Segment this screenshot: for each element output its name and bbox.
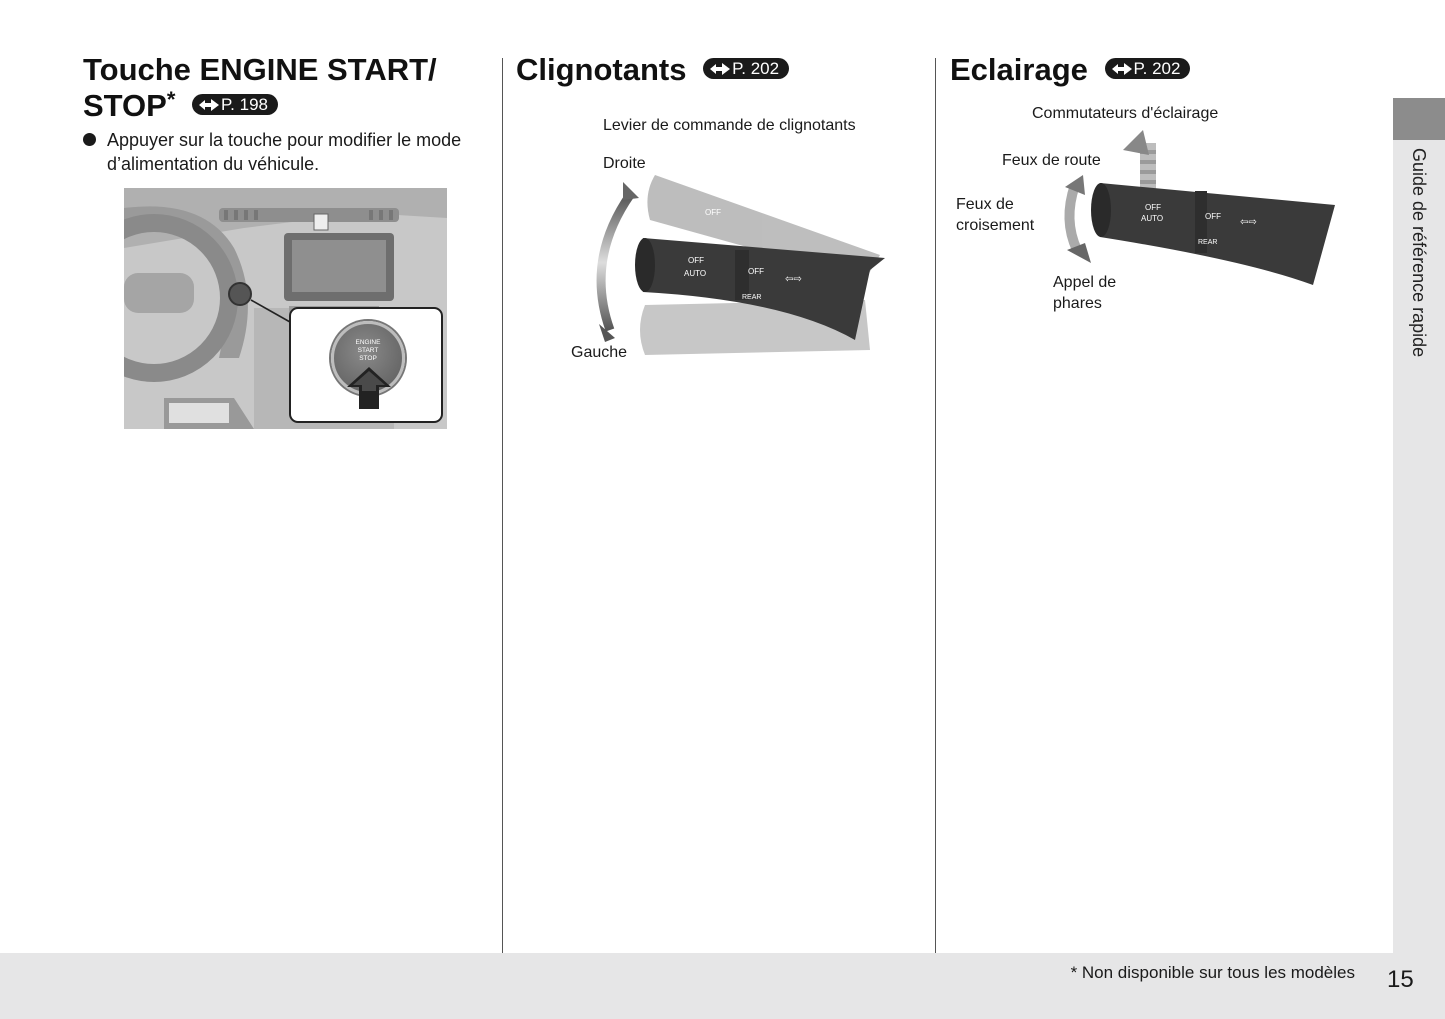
lever-off2-text: OFF <box>748 267 764 276</box>
flash-label-line2: phares <box>1053 295 1102 312</box>
flash-label-line1: Appel de <box>1053 274 1117 291</box>
turn-signal-lever-diagram <box>585 170 895 370</box>
turn-right-label: Droite <box>603 155 646 172</box>
page-ref-arrow-icon <box>1111 62 1133 76</box>
lighting-stalk <box>1091 183 1335 285</box>
lever-off-text: OFF <box>688 256 704 265</box>
engine-title-line1: Touche ENGINE START/ <box>83 52 437 87</box>
button-label-start: START <box>357 347 379 354</box>
page-number: 15 <box>1387 966 1414 993</box>
lighting-page-ref-text: P. 202 <box>1133 59 1181 79</box>
start-button-callout <box>289 307 443 423</box>
sidebar-tab-marker <box>1393 98 1445 140</box>
stalk-rear-text: REAR <box>1198 239 1218 246</box>
turn-left-label: Gauche <box>571 344 628 361</box>
turn-signals-page-ref-text: P. 202 <box>732 59 780 79</box>
turn-signals-section-title <box>516 52 789 88</box>
engine-page-ref-text: P. 198 <box>221 95 268 115</box>
stalk-auto-text: AUTO <box>1141 214 1164 223</box>
stalk-off2-text: OFF <box>1205 212 1221 221</box>
beam-toggle-arrow-icon <box>1065 175 1091 263</box>
turn-lever-label: Levier de commande de clignotants <box>603 117 856 134</box>
dashboard-illustration <box>124 188 447 429</box>
switch-rotation-arrow-icon <box>1123 130 1156 193</box>
lighting-stalk-diagram <box>1045 125 1345 300</box>
stalk-turn-arrows-icon: ⇦⇨ <box>1240 217 1257 228</box>
low-beam-label <box>956 194 1034 236</box>
turn-signals-page-ref-link[interactable] <box>703 58 789 79</box>
bullet-dot-icon <box>83 133 96 146</box>
column-separator-1 <box>502 58 503 953</box>
button-label-engine: ENGINE <box>355 339 381 346</box>
page-ref-arrow-icon <box>709 62 731 76</box>
up-down-motion-arrow <box>601 195 630 330</box>
not-all-models-asterisk: * <box>166 87 176 112</box>
lighting-page-ref-link[interactable] <box>1105 58 1191 79</box>
lighting-switches-label: Commutateurs d'éclairage <box>1032 105 1219 122</box>
arrow-head-up-icon <box>623 182 639 200</box>
stalk-off-text: OFF <box>1145 203 1161 212</box>
turn-arrows-icon: ⇦⇨ <box>785 274 802 285</box>
engine-title-line2: STOP <box>83 88 167 123</box>
engine-page-ref-link[interactable] <box>192 94 278 115</box>
press-arrow-icon <box>345 367 393 409</box>
high-beam-label: Feux de route <box>1002 152 1101 169</box>
lighting-title: Eclairage <box>950 52 1088 87</box>
lighting-section-title <box>950 52 1190 88</box>
lever-rear-text: REAR <box>742 294 762 301</box>
engine-bullet-item <box>83 128 463 176</box>
button-label-stop: STOP <box>359 355 377 362</box>
ghost-off-text: OFF <box>705 208 721 217</box>
engine-button-label <box>334 339 402 363</box>
engine-bullet-text: Appuyer sur la touche pour modifier le mode d’alimentation du véhicule. <box>107 130 462 174</box>
sidebar-tab-label[interactable]: Guide de référence rapide <box>1409 148 1429 358</box>
engine-section-title <box>83 52 437 124</box>
footer-footnote: * Non disponible sur tous les modèles <box>1070 963 1355 982</box>
column-separator-2 <box>935 58 936 953</box>
low-beam-label-line2: croisement <box>956 217 1035 234</box>
page-ref-arrow-icon <box>198 98 220 112</box>
low-beam-label-line1: Feux de <box>956 196 1014 213</box>
lever-auto-text: AUTO <box>684 269 707 278</box>
turn-signals-title: Clignotants <box>516 52 687 87</box>
